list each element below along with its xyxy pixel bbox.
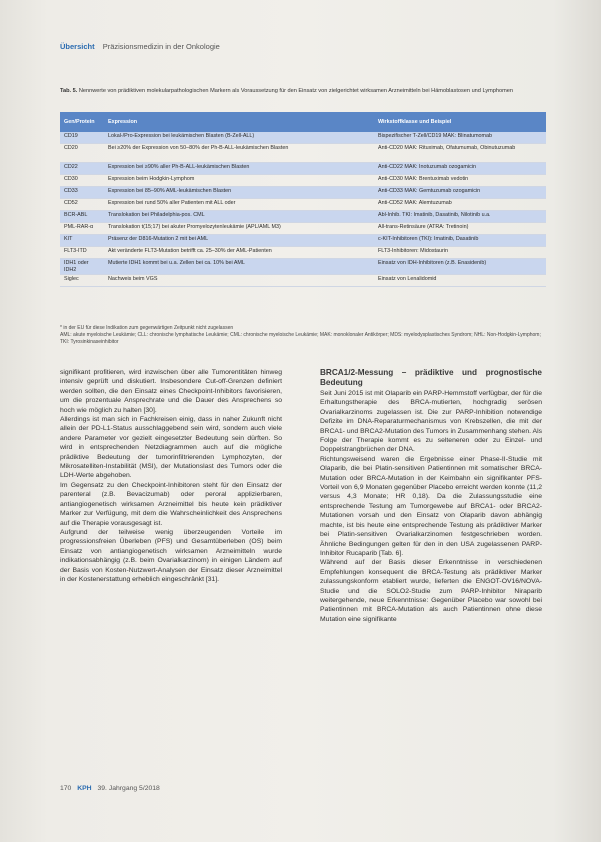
drug-cell: Abl-Inhib. TKI: Imatinib, Dasatinib, Nilotinib u.a.: [374, 211, 546, 223]
gene-cell: CD22: [60, 163, 104, 175]
body-paragraph: Allerdings ist man sich in Fachkreisen einig, dass in naher Zukunft nicht allein der PD-L1-Status ausschlaggebend sein wird, sondern auch viele andere Parameter vor gezielt eingesetzter Bedeutung sein dürften. So wird in entsprechenden Netzdiagrammen auch auf die mögliche prädiktive Bedeutung der tumorinfiltrierenden Lymphozyten, der Mikrosatelliten-Instabilität (MSI), der Mutationslast des Tumors oder die LDH-Werte abgehoben.: [60, 416, 282, 480]
running-header: [60, 42, 220, 51]
table-row: [60, 175, 546, 187]
expression-cell: Präsenz der D816-Mutation 2 mit bei AML: [104, 235, 374, 247]
expression-cell: Expression beim Hodgkin-Lymphom: [104, 175, 374, 187]
body-paragraph: Seit Juni 2015 ist mit Olaparib ein PARP-Hemmstoff verfügbar, der für die Erhaltungstherapie des BRCA-mutierten, hochgradig serösen Ovarialkarzinoms zugelassen ist. Die zur PARP-Inhibition notwendige Defizite im DNA-Reparaturmechanismus von Krebszellen, die mit der BRCA1- und BRCA2-Mutation des Tumors in Zusammenhang stehen. Als Folge der Therapie kommt es zu selteneren oder zu Einzel- und Doppelstrangbrüchen der DNA.: [320, 390, 542, 454]
drug-cell: Anti-CD33 MAK: Gemtuzumab ozogamicin: [374, 187, 546, 199]
drug-cell: Einsatz von Lenalidomid: [374, 275, 546, 287]
table-row: [60, 235, 546, 247]
right-column: [320, 368, 542, 624]
gene-cell: Siglec: [60, 275, 104, 287]
gene-cell: KIT: [60, 235, 104, 247]
table-row: [60, 223, 546, 235]
table-row: [60, 132, 546, 144]
body-paragraph: Aufgrund der teilweise wenig überzeugenden Vorteile im progressionsfreien Überleben (PFS) und Gesamtüberleben (OS) beim Einsatz von antiangiogenetisch wirksamen Arzneimitteln wurde indikationsabhängig (z.B. beim Ovarialkarzinom) in einigen Ländern auf der Basis von Kosten-Nutzwert-Analysen der Einsatz dieser Arzneimittel in der Kostenerstattung erheblich eingeschränkt [31].: [60, 528, 282, 583]
body-paragraph: signifikant profitieren, wird inzwischen über alle Tumorentitäten hinweg intensiv geprüft und diskutiert. Insbesondere Cut-off-Grenzen definiert werden sollten, die den Einsatz eines Checkpoint-Inhibitors favorisieren, um die prozentuale Ansprechrate und die Dauer des Ansprechens so hoch wie möglich zu halten [30].: [60, 369, 282, 414]
journal-name: KPH: [77, 785, 92, 792]
column-header-expression: Expression: [104, 112, 374, 132]
drug-cell: Anti-CD22 MAK: Inotuzumab ozogamicin: [374, 163, 546, 175]
drug-cell: Anti-CD20 MAK: Rituximab, Ofatumumab, Obinutuzumab: [374, 144, 546, 163]
gene-cell: BCR-ABL: [60, 211, 104, 223]
expression-cell: Nachweis beim VGS: [104, 275, 374, 287]
expression-cell: Bei ≥20% der Expression von 50–80% der Ph-B-ALL-leukämischen Blasten: [104, 144, 374, 163]
table-row: [60, 199, 546, 211]
expression-cell: Akt veränderte FLT3-Mutation betrifft ca. 25–30% der AML-Patienten: [104, 247, 374, 259]
body-paragraph: Im Gegensatz zu den Checkpoint-Inhibitoren steht für den Einsatz der parenteral (z.B. Bevacizumab) oder peroral applizierbaren, antiangiogenetisch wirksamen Arzneimittel bis heute kein prädiktiver Marker zur Verfügung, mit dem die Wahrscheinlichkeit des Ansprechens auf die Therapie vorausgesagt ist.: [60, 481, 282, 527]
drug-cell: All-trans-Retinsäure (ATRA: Tretinoin): [374, 223, 546, 235]
drug-cell: Bispezifischer T-Zell/CD19 MAK: Blinatumomab: [374, 132, 546, 144]
expression-cell: Expression bei ≥90% aller Ph-B-ALL-leukämischen Blasten: [104, 163, 374, 175]
column-header-drug: Wirkstoffklasse und Beispiel: [374, 112, 546, 132]
expression-cell: Translokation t(15;17) bei akuter Promyelozytenleukämie (APL/AML M3): [104, 223, 374, 235]
table-caption-text: Nennwerte von prädiktiven molekularpathologischen Markern als Voraussetzung für den Einsatz von zielgerichtet wirksamen Arzneimitteln bei Hämoblastosen und Lymphomen: [78, 88, 514, 94]
drug-cell: c-KIT-Inhibitoren (TKI): Imatinib, Dasatinib: [374, 235, 546, 247]
table-footnotes: [60, 325, 546, 345]
table-row: [60, 247, 546, 259]
expression-cell: Lokal-/Pro-Expression bei leukämischen Blasten (B-Zell-ALL): [104, 132, 374, 144]
gene-cell: CD19: [60, 132, 104, 144]
section-label: Übersicht: [60, 42, 95, 51]
gene-cell: FLT3-ITD: [60, 247, 104, 259]
table-row: [60, 144, 546, 163]
drug-cell: Anti-CD52 MAK: Alemtuzumab: [374, 199, 546, 211]
table-header-row: [60, 112, 546, 132]
table-caption: [60, 88, 550, 96]
header-title: Präzisionsmedizin in der Onkologie: [102, 42, 220, 51]
footnote: AML: akute myeloische Leukämie; CLL: chronische lymphatische Leukämie; CML: chronische myeloische Leukämie; MAK: monoklonaler Antikörper; MDS: myelodysplastisches Syndrom; NHL: Non-Hodgkin-Lymphom; TKI: Tyrosinkinaseinhibitor: [60, 331, 541, 345]
expression-cell: Mutierte IDH1 kommt bei u.a. Zellen bei ca. 10% bei AML: [104, 259, 374, 275]
section-heading: BRCA1/2-Messung – prädiktive und prognostische Bedeutung: [320, 368, 542, 387]
drug-cell: Einsatz von IDH-Inhibitoren (z.B. Enasidenib): [374, 259, 546, 275]
drug-cell: FLT3-Inhibitoren: Midostaurin: [374, 247, 546, 259]
gene-cell: CD30: [60, 175, 104, 187]
drug-cell: Anti-CD30 MAK: Brentuximab vedotin: [374, 175, 546, 187]
left-column: [60, 368, 282, 584]
gene-cell: PML-RAR-α: [60, 223, 104, 235]
issue-info: 39. Jahrgang 5/2018: [97, 785, 160, 792]
page-number: 170: [60, 785, 72, 792]
table-caption-label: Tab. 5.: [60, 88, 78, 94]
column-header-gene: Gen/Protein: [60, 112, 104, 132]
table-row: [60, 275, 546, 287]
body-paragraph: Während auf der Basis dieser Erkenntnisse in verschiedenen Empfehlungen konsequent die BRCA-Testung als prädiktiver Marker zulassungskonform etabliert wurde, lieferten die ENGOT-OV16/NOVA-Studie und die SOLO2-Studie zum PARP-Inhibitor Niraparib weitergehende, neue Erkenntnisse: Gegenüber Placebo war sowohl bei Patientinnen mit BRCA-Mutation als auch Patientinnen ohne diese Mutation eine signifikante: [320, 559, 542, 623]
body-paragraph: Richtungsweisend waren die Ergebnisse einer Phase-II-Studie mit Olaparib, die bei Platin-sensitiven Patientinnen mit somatischer BRCA-Mutation oder BRCA-Mutation in der Keimbahn ein signifikanter PFS-Vorteil von 6,9 Monaten gegenüber Placebo erreicht werden konnte (11,2 versus 4,3 Monate; HR 0,18). Da die Zulassungsstudie eine entsprechende Testung am Tumorgewebe auf BRCA1- oder BRCA2-Mutationen vorsah und den Einsatz von Olaparib davon abhängig machte, ist bis heute eine entsprechende Testung als prädiktiver Marker bei Platin-sensitiven Ovarialkarzinomen festgeschrieben worden. Ähnliche Bedingungen gelten für den in den USA zugelassenen PARP-Inhibitor Rucaparib [Tab. 6].: [320, 455, 542, 557]
table-row: [60, 187, 546, 199]
gene-cell: CD20: [60, 144, 104, 163]
footnote: * in der EU für diese Indikation zum gegenwärtigen Zeitpunkt nicht zugelassen: [60, 325, 234, 331]
table-row: [60, 211, 546, 223]
expression-cell: Expression bei 85–90% AML-leukämischen Blasten: [104, 187, 374, 199]
gene-cell: CD52: [60, 199, 104, 211]
table-row: [60, 163, 546, 175]
gene-cell: IDH1 oder IDH2: [60, 259, 104, 275]
expression-cell: Translokation bei Philadelphia-pos. CML: [104, 211, 374, 223]
expression-cell: Expression bei rund 50% aller Patienten mit ALL oder: [104, 199, 374, 211]
marker-table: [60, 112, 546, 287]
table-row: [60, 259, 546, 275]
gene-cell: CD33: [60, 187, 104, 199]
page-footer: [60, 785, 160, 792]
